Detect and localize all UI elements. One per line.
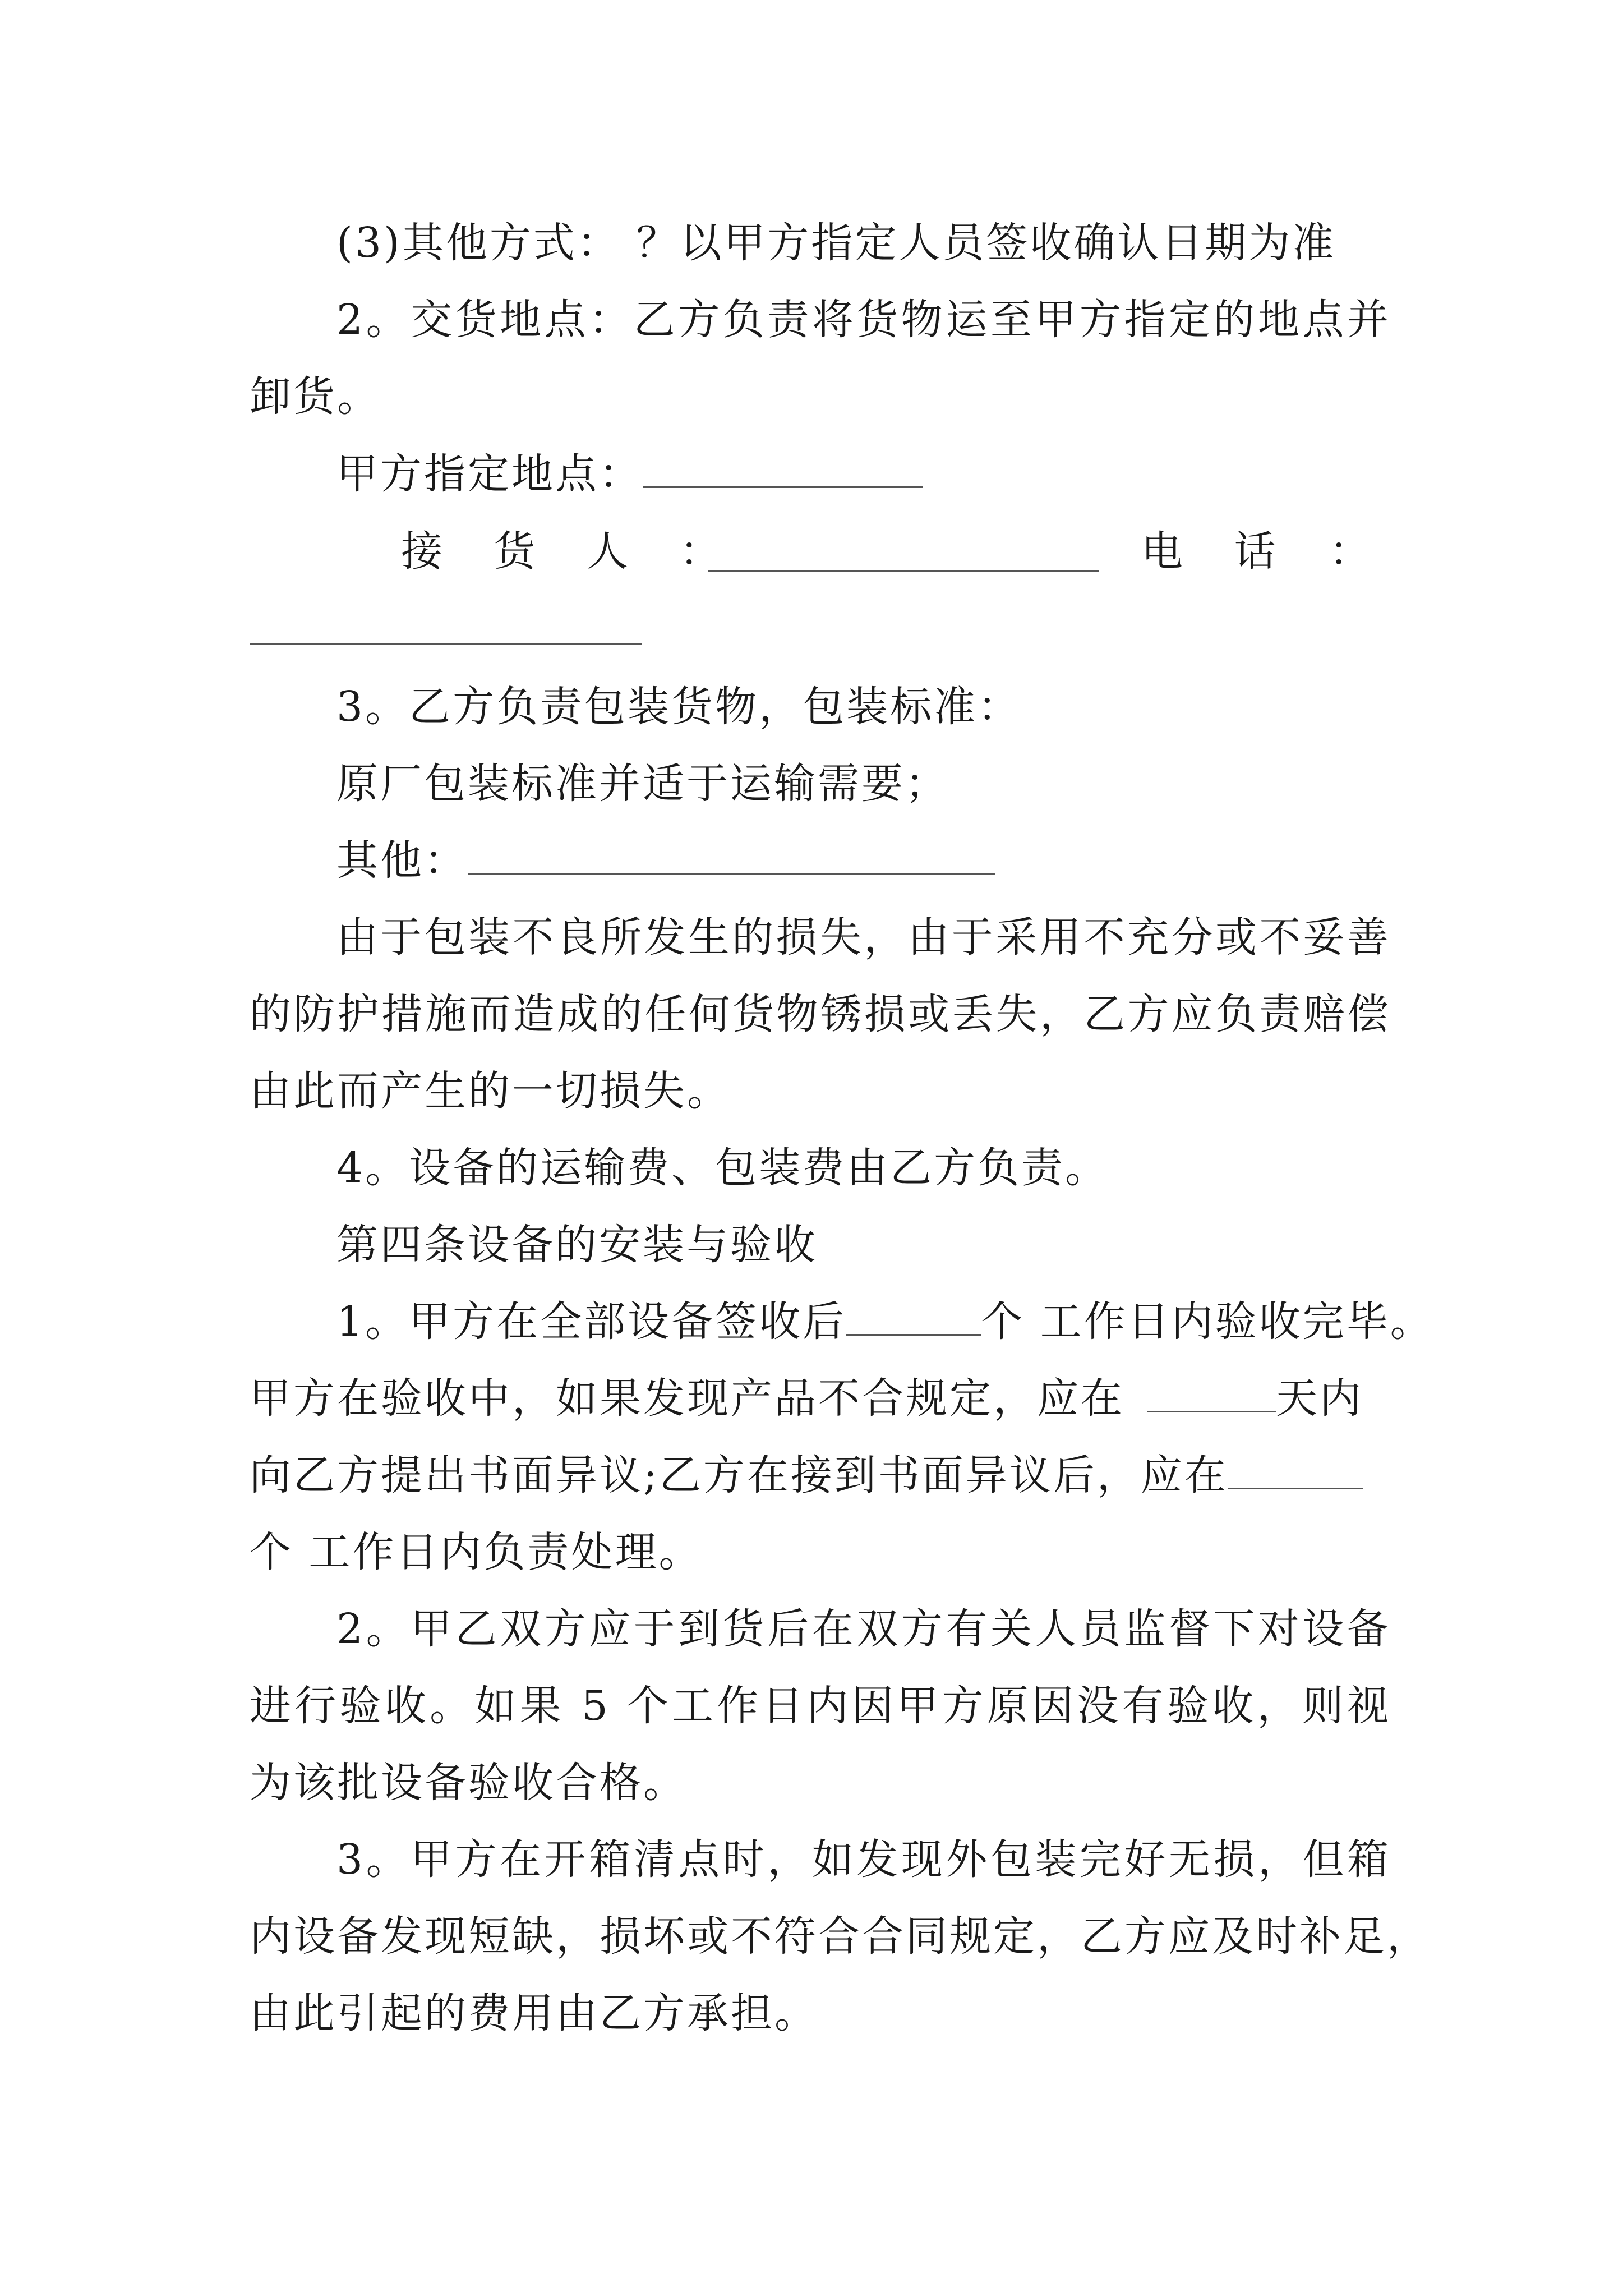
blank-field xyxy=(1147,1376,1276,1412)
paragraph-line: 由此引起的费用由乙方承担。 xyxy=(250,1989,818,2037)
paragraph-line: 进行验收。如果 5 个工作日内因甲方原因没有验收，则视 xyxy=(250,1682,1391,1730)
paragraph-line xyxy=(250,1447,1363,1503)
field-label-phone: 电 话 xyxy=(1141,527,1295,576)
text-segment: 甲方在验收中，如果发现产品不合规定，应在 xyxy=(250,1374,1124,1423)
paragraph-line: 2。交货地点：乙方负责将货物运至甲方指定的地点并 xyxy=(336,296,1391,344)
paragraph-line: 为该批设备验收合格。 xyxy=(250,1759,687,1807)
text-segment: 向乙方提出书面异议;乙方在接到书面异议后，应在 xyxy=(250,1451,1228,1499)
paragraph-line: (3)其他方式： ？以甲方指定人员签收确认日期为准 xyxy=(336,219,1336,267)
text-segment: 个 工作日内验收完毕。 xyxy=(981,1297,1434,1346)
blank-field xyxy=(468,838,995,875)
field-row-location xyxy=(336,446,923,502)
paragraph-line: 2。甲乙双方应于到货后在双方有关人员监督下对设备 xyxy=(336,1605,1391,1653)
paragraph-line xyxy=(250,1370,1363,1427)
paragraph-line: 3。乙方负责包装货物，包装标准： xyxy=(336,683,1022,731)
blank-field xyxy=(1228,1453,1363,1489)
paragraph-line: 内设备发现短缺，损坏或不符合合同规定，乙方应及时补足， xyxy=(250,1912,1431,1961)
field-label-receiver: 接 货 人 ： xyxy=(401,527,740,576)
paragraph-line: 原厂包装标准并适于运输需要； xyxy=(336,760,949,808)
paragraph-line xyxy=(336,1294,1434,1350)
field-row-other xyxy=(336,832,995,889)
section-heading: 第四条设备的安装与验收 xyxy=(336,1221,818,1269)
paragraph-line: 的防护措施而造成的任何货物锈损或丢失，乙方应负责赔偿 xyxy=(250,990,1391,1038)
paragraph-line: 3。甲方在开箱清点时，如发现外包装完好无损，但箱 xyxy=(336,1835,1391,1884)
paragraph-line: 由此而产生的一切损失。 xyxy=(250,1067,731,1115)
blank-field xyxy=(643,452,923,488)
blank-field xyxy=(250,609,642,645)
field-label: 甲方指定地点： xyxy=(336,450,643,498)
text-segment: 1。甲方在全部设备签收后 xyxy=(336,1297,847,1346)
paragraph-line: 由于包装不良所发生的损失，由于采用不充分或不妥善 xyxy=(336,913,1391,961)
paragraph-line: 卸货。 xyxy=(250,372,381,421)
paragraph-line: 4。设备的运输费、包装费由乙方负责。 xyxy=(336,1144,1109,1192)
field-label: 其他： xyxy=(336,836,468,885)
text-segment: 天内 xyxy=(1276,1374,1363,1423)
blank-field xyxy=(846,1299,981,1336)
paragraph-line: 个 工作日内负责处理。 xyxy=(250,1528,703,1576)
field-colon: ： xyxy=(1329,527,1373,576)
blank-field xyxy=(708,536,1099,572)
